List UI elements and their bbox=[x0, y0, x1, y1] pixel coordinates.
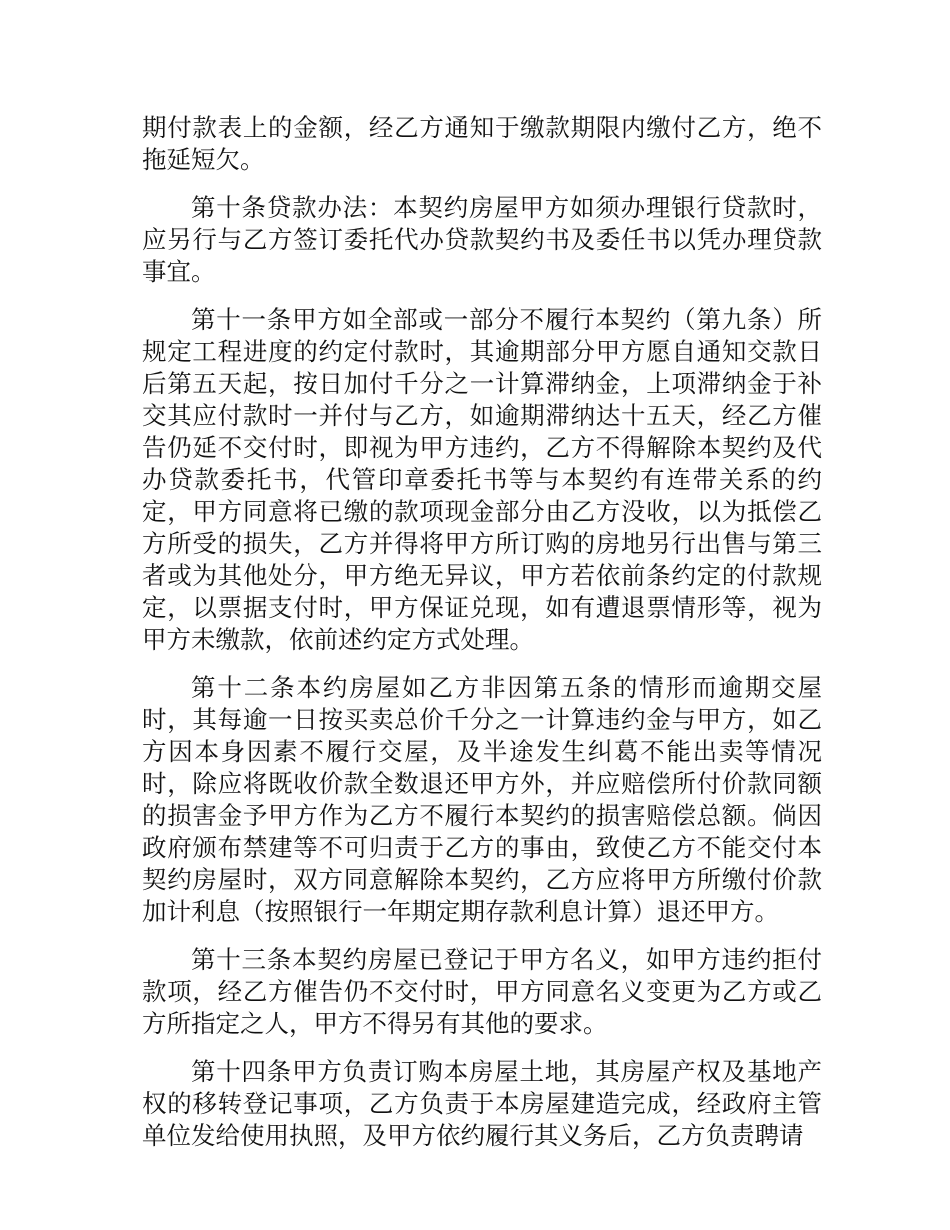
paragraph-continuation: 期付款表上的金额，经乙方通知于缴款期限内缴付乙方，绝不拖延短欠。 bbox=[142, 113, 822, 174]
document-page bbox=[142, 112, 822, 1168]
paragraph-article-12: 第十二条本约房屋如乙方非因第五条的情形而逾期交屋时，其每逾一日按买卖总价千分之一计算违约金与甲方，如乙方因本身因素不履行交屋，及半途发生纠葛不能出卖等情况时，除应将既收价款全数退还甲方外，并应赔偿所付价款同额的损害金予甲方作为乙方不履行本契约的损害赔偿总额。倘因政府颁布禁建等不可归责于乙方的事由，致使乙方不能交付本契约房屋时，双方同意解除本契约，乙方应将甲方所缴付价款加计利息（按照银行一年期定期存款利息计算）退还甲方。 bbox=[142, 673, 822, 926]
paragraph-article-10: 第十条贷款办法：本契约房屋甲方如须办理银行贷款时，应另行与乙方签订委托代办贷款契约书及委任书以凭办理贷款事宜。 bbox=[142, 193, 822, 286]
paragraph-article-11: 第十一条甲方如全部或一部分不履行本契约（第九条）所规定工程进度的约定付款时，其逾期部分甲方愿自通知交款日后第五天起，按日加付千分之一计算滞纳金，上项滞纳金于补交其应付款时一并付与乙方，如逾期滞纳达十五天，经乙方催告仍延不交付时，即视为甲方违约，乙方不得解除本契约及代办贷款委托书，代管印章委托书等与本契约有连带关系的约定，甲方同意将已缴的款项现金部分由乙方没收，以为抵偿乙方所受的损失，乙方并得将甲方所订购的房地另行出售与第三者或为其他处分，甲方绝无异议，甲方若依前条约定的付款规定，以票据支付时，甲方保证兑现，如有遭退票情形等，视为甲方未缴款，依前述约定方式处理。 bbox=[142, 305, 822, 654]
paragraph-article-13: 第十三条本契约房屋已登记于甲方名义，如甲方违约拒付款项，经乙方催告仍不交付时，甲方同意名义变更为乙方或乙方所指定之人，甲方不得另有其他的要求。 bbox=[142, 945, 822, 1038]
paragraph-article-14: 第十四条甲方负责订购本房屋土地，其房屋产权及基地产权的移转登记事项，乙方负责于本房屋建造完成，经政府主管单位发给使用执照，及甲方依约履行其义务后，乙方负责聘请 bbox=[142, 1057, 822, 1150]
